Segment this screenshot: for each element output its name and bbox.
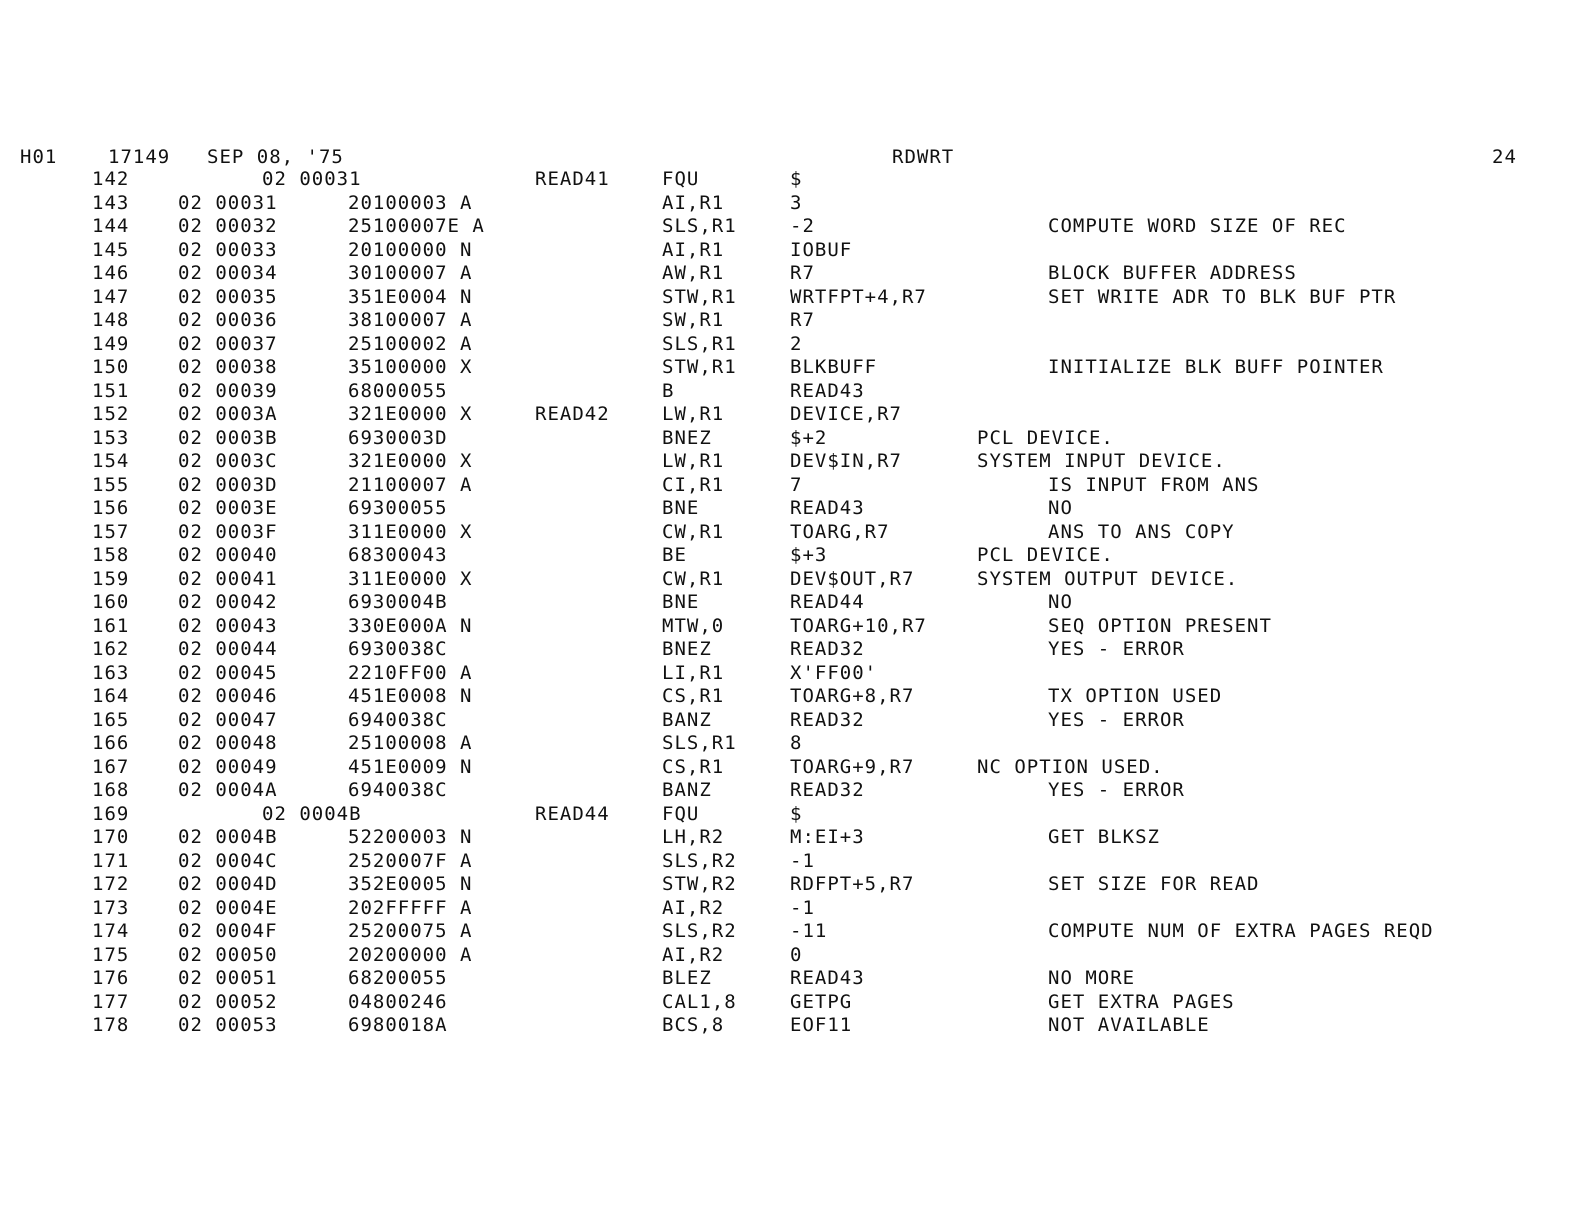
listing-line [0,286,1584,310]
line-number: 165 [92,708,130,731]
comment: INITIALIZE BLK BUFF POINTER [1048,356,1384,378]
object-code: 25100007E A [348,215,485,237]
address: 02 00035 [178,285,278,308]
object-code: 25100008 A [348,732,473,754]
line-number: 178 [92,1014,130,1036]
object-code: 2210FF00 A [348,661,473,684]
comment: SEQ OPTION PRESENT [1048,614,1272,637]
object-code: 25100002 A [348,332,473,355]
line-number: 167 [92,755,130,778]
line-number: 151 [92,379,130,402]
comment: SYSTEM OUTPUT DEVICE. [977,567,1239,590]
operand: -2 [790,215,815,237]
comment: SYSTEM INPUT DEVICE. [977,450,1226,472]
object-code: 6930038C [348,638,448,660]
line-number: 156 [92,497,130,519]
line-number: 163 [92,661,130,684]
listing-line [0,920,1584,944]
comment: YES - ERROR [1048,638,1185,660]
opcode: FQU [662,168,700,190]
listing-line [0,897,1584,921]
address: 02 0004B [178,826,278,848]
operand: DEV$IN,R7 [790,450,902,472]
line-number: 152 [92,403,130,425]
opcode: STW,R1 [662,356,737,378]
operand: READ43 [790,967,865,989]
operand: R7 [790,262,815,284]
object-code: 6930003D [348,426,448,449]
line-number: 145 [92,238,130,261]
opcode: BNE [662,497,700,519]
address: 02 0004D [178,873,278,895]
operand: 0 [790,943,803,966]
comment: COMPUTE WORD SIZE OF REC [1048,215,1347,237]
comment: YES - ERROR [1048,779,1185,801]
opcode: SLS,R2 [662,920,737,942]
line-number: 159 [92,567,130,590]
opcode: SLS,R1 [662,732,737,754]
comment: IS INPUT FROM ANS [1048,473,1260,496]
operand: GETPG [790,990,853,1013]
comment: SET SIZE FOR READ [1048,873,1260,895]
operand: RDFPT+5,R7 [790,873,915,895]
opcode: BNE [662,591,700,613]
operand: DEV$OUT,R7 [790,567,915,590]
listing-line [0,967,1584,991]
address: 02 00052 [178,990,278,1013]
comment: TX OPTION USED [1048,685,1223,707]
address: 02 00031 [262,168,362,190]
operand: X'FF00' [790,661,878,684]
operand: TOARG+9,R7 [790,755,915,778]
comment: YES - ERROR [1048,708,1185,731]
address: 02 0004B [262,802,362,825]
address: 02 00043 [178,614,278,637]
line-number: 143 [92,191,130,214]
line-number: 170 [92,826,130,848]
line-number: 161 [92,614,130,637]
address: 02 00032 [178,215,278,237]
address: 02 00048 [178,732,278,754]
address: 02 0003E [178,497,278,519]
line-number: 172 [92,873,130,895]
listing-line [0,497,1584,521]
object-code: 38100007 A [348,309,473,331]
line-number: 147 [92,285,130,308]
object-code: 04800246 [348,990,448,1013]
address: 02 00031 [178,191,278,214]
address: 02 0003C [178,450,278,472]
comment: NC OPTION USED. [977,755,1164,778]
operand: READ43 [790,497,865,519]
object-code: 451E0008 N [348,685,473,707]
opcode: SLS,R2 [662,849,737,872]
object-code: 6940038C [348,708,448,731]
listing-line [0,380,1584,404]
listing-line [0,662,1584,686]
address: 02 00044 [178,638,278,660]
object-code: 35100000 X [348,356,473,378]
comment: PCL DEVICE. [977,426,1114,449]
listing-line [0,591,1584,615]
listing-line [0,309,1584,333]
operand: DEVICE,R7 [790,403,902,425]
listing-line [0,756,1584,780]
comment: GET EXTRA PAGES [1048,990,1235,1013]
operand: M:EI+3 [790,826,865,848]
line-number: 162 [92,638,130,660]
listing-line [0,615,1584,639]
label: READ42 [535,403,610,425]
listing-line [0,427,1584,451]
object-code: 2520007F A [348,849,473,872]
line-number: 177 [92,990,130,1013]
opcode: CAL1,8 [662,990,737,1013]
job-id: H01 [20,146,58,168]
opcode: BNEZ [662,426,712,449]
address: 02 00049 [178,755,278,778]
operand: IOBUF [790,238,853,261]
operand: 2 [790,332,803,355]
opcode: STW,R2 [662,873,737,895]
opcode: BLEZ [662,967,712,989]
listing-line [0,192,1584,216]
line-number: 144 [92,215,130,237]
address: 02 00051 [178,967,278,989]
comment: NO [1048,591,1073,613]
operand: 7 [790,473,803,496]
opcode: SW,R1 [662,309,725,331]
listing-line [0,544,1584,568]
listing-line [0,709,1584,733]
listing-line [0,826,1584,850]
address: 02 00034 [178,262,278,284]
listing-line [0,991,1584,1015]
object-code: 20100000 N [348,238,473,261]
address: 02 0003A [178,403,278,425]
listing-line [0,215,1584,239]
listing-line [0,262,1584,286]
line-number: 166 [92,732,130,754]
line-number: 154 [92,450,130,472]
line-number: 164 [92,685,130,707]
object-code: 21100007 A [348,473,473,496]
object-code: 6930004B [348,591,448,613]
operand: TOARG,R7 [790,520,890,543]
opcode: BANZ [662,708,712,731]
address: 02 00033 [178,238,278,261]
line-number: 158 [92,544,130,566]
object-code: 25200075 A [348,920,473,942]
operand: READ32 [790,708,865,731]
address: 02 00045 [178,661,278,684]
opcode: MTW,0 [662,614,725,637]
line-number: 155 [92,473,130,496]
comment: COMPUTE NUM OF EXTRA PAGES REQD [1048,920,1434,942]
object-code: 6940038C [348,779,448,801]
object-code: 20200000 A [348,943,473,966]
listing-line [0,685,1584,709]
address: 02 00040 [178,544,278,566]
operand: EOF11 [790,1014,853,1036]
listing-line [0,732,1584,756]
operand: -1 [790,896,815,919]
print-time: 17149 [108,146,171,168]
label: READ44 [535,802,610,825]
page-number: 24 [1492,146,1517,168]
object-code: 52200003 N [348,826,473,848]
address: 02 0004E [178,896,278,919]
operand: TOARG+10,R7 [790,614,927,637]
listing-line [0,450,1584,474]
listing-line [0,873,1584,897]
line-number: 169 [92,802,130,825]
opcode: BNEZ [662,638,712,660]
line-number: 149 [92,332,130,355]
opcode: FQU [662,802,700,825]
operand: $+3 [790,544,828,566]
opcode: AI,R2 [662,943,725,966]
print-date: SEP 08, '75 [207,146,344,168]
operand: READ43 [790,379,865,402]
operand: READ44 [790,591,865,613]
line-number: 142 [92,168,130,190]
address: 02 00046 [178,685,278,707]
line-number: 157 [92,520,130,543]
address: 02 00047 [178,708,278,731]
address: 02 00036 [178,309,278,331]
object-code: 311E0000 X [348,520,473,543]
operand: WRTFPT+4,R7 [790,285,927,308]
listing-line [0,168,1584,192]
operand: READ32 [790,779,865,801]
listing-line [0,333,1584,357]
object-code: 321E0000 X [348,450,473,472]
opcode: CS,R1 [662,685,725,707]
object-code: 68000055 [348,379,448,402]
address: 02 00053 [178,1014,278,1036]
comment: NO [1048,497,1073,519]
operand: BLKBUFF [790,356,878,378]
opcode: BCS,8 [662,1014,725,1036]
opcode: CS,R1 [662,755,725,778]
listing-line [0,944,1584,968]
opcode: AW,R1 [662,262,725,284]
opcode: CW,R1 [662,567,725,590]
listing-line [0,1014,1584,1038]
line-number: 160 [92,591,130,613]
address: 02 0003D [178,473,278,496]
listing-line [0,850,1584,874]
operand: -11 [790,920,828,942]
address: 02 0004C [178,849,278,872]
comment: PCL DEVICE. [977,544,1114,566]
opcode: BE [662,544,687,566]
opcode: STW,R1 [662,285,737,308]
object-code: 451E0009 N [348,755,473,778]
address: 02 00042 [178,591,278,613]
operand: $+2 [790,426,828,449]
module-name: RDWRT [892,146,955,168]
opcode: LW,R1 [662,450,725,472]
object-code: 68300043 [348,544,448,566]
opcode: LI,R1 [662,661,725,684]
address: 02 0003B [178,426,278,449]
assembly-listing [0,168,1584,1038]
object-code: 330E000A N [348,614,473,637]
listing-line [0,403,1584,427]
line-number: 173 [92,896,130,919]
opcode: LW,R1 [662,403,725,425]
object-code: 311E0000 X [348,567,473,590]
operand: $ [790,802,803,825]
opcode: SLS,R1 [662,332,737,355]
object-code: 352E0005 N [348,873,473,895]
line-number: 175 [92,943,130,966]
operand: R7 [790,309,815,331]
address: 02 00039 [178,379,278,402]
object-code: 68200055 [348,967,448,989]
opcode: SLS,R1 [662,215,737,237]
listing-line [0,474,1584,498]
line-number: 146 [92,262,130,284]
line-number: 168 [92,779,130,801]
listing-line [0,779,1584,803]
comment: NOT AVAILABLE [1048,1014,1210,1036]
listing-line [0,521,1584,545]
opcode: B [662,379,675,402]
listing-line [0,803,1584,827]
operand: 8 [790,732,803,754]
opcode: BANZ [662,779,712,801]
address: 02 00038 [178,356,278,378]
opcode: AI,R1 [662,191,725,214]
object-code: 20100003 A [348,191,473,214]
object-code: 351E0004 N [348,285,473,308]
line-number: 150 [92,356,130,378]
object-code: 321E0000 X [348,403,473,425]
object-code: 6980018A [348,1014,448,1036]
operand: -1 [790,849,815,872]
address: 02 00041 [178,567,278,590]
object-code: 30100007 A [348,262,473,284]
address: 02 0004A [178,779,278,801]
opcode: LH,R2 [662,826,725,848]
comment: BLOCK BUFFER ADDRESS [1048,262,1297,284]
line-number: 171 [92,849,130,872]
label: READ41 [535,168,610,190]
object-code: 69300055 [348,497,448,519]
opcode: CI,R1 [662,473,725,496]
listing-line [0,638,1584,662]
address: 02 0003F [178,520,278,543]
listing-line [0,239,1584,263]
comment: GET BLKSZ [1048,826,1160,848]
operand: $ [790,168,803,190]
listing-line [0,356,1584,380]
operand: TOARG+8,R7 [790,685,915,707]
line-number: 153 [92,426,130,449]
opcode: AI,R1 [662,238,725,261]
address: 02 0004F [178,920,278,942]
comment: ANS TO ANS COPY [1048,520,1235,543]
line-number: 148 [92,309,130,331]
address: 02 00037 [178,332,278,355]
operand: 3 [790,191,803,214]
operand: READ32 [790,638,865,660]
address: 02 00050 [178,943,278,966]
listing-line [0,568,1584,592]
line-number: 174 [92,920,130,942]
opcode: CW,R1 [662,520,725,543]
comment: NO MORE [1048,967,1136,989]
opcode: AI,R2 [662,896,725,919]
object-code: 202FFFFF A [348,896,473,919]
line-number: 176 [92,967,130,989]
comment: SET WRITE ADR TO BLK BUF PTR [1048,285,1397,308]
